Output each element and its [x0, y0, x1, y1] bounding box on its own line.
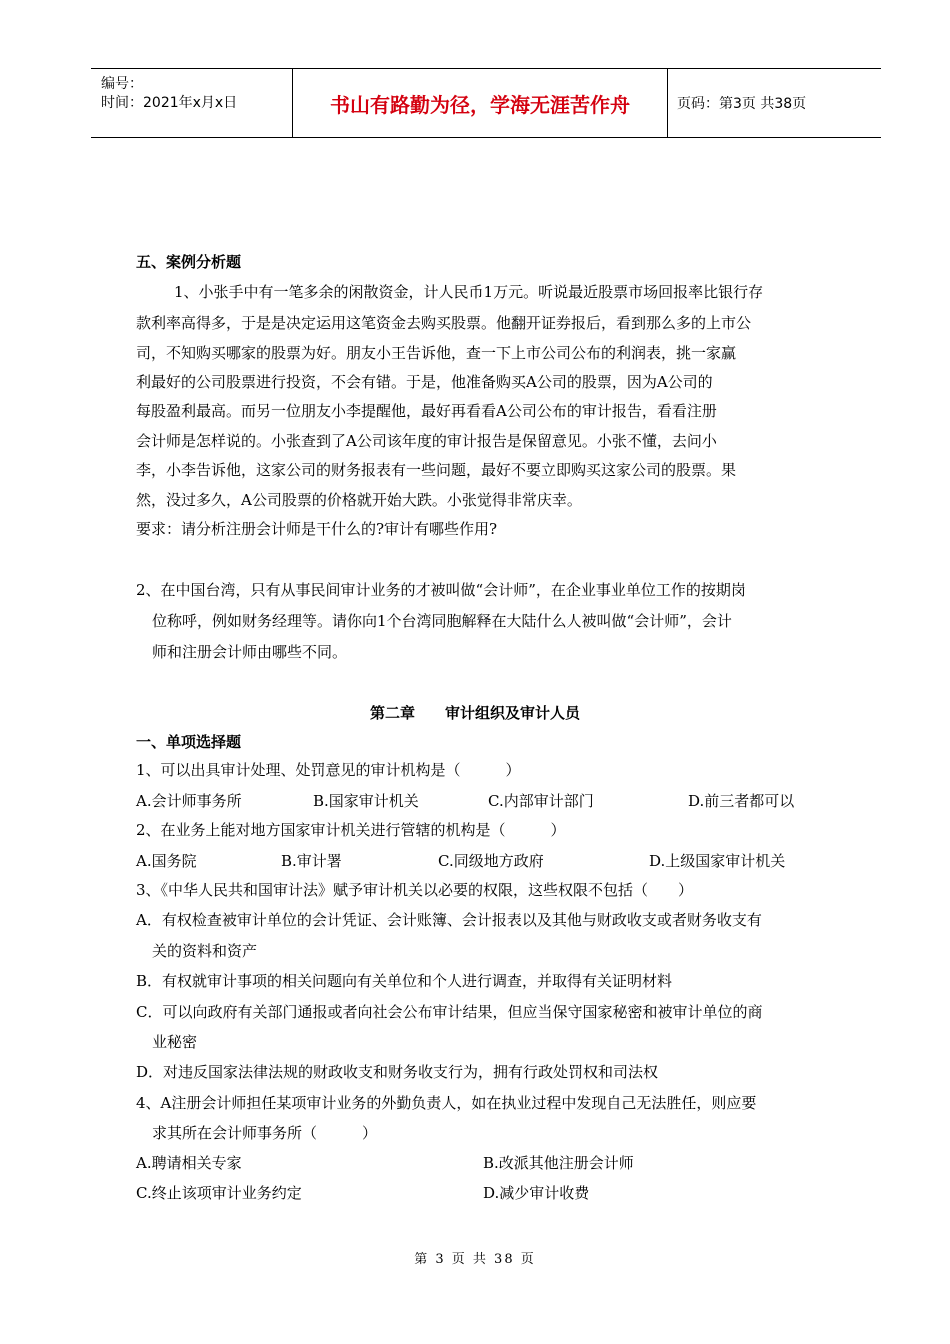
q4-option-b: B.改派其他注册会计师: [483, 1154, 634, 1172]
q1-option-d: D.前三者都可以: [688, 792, 795, 810]
q4-option-d: D.减少审计收费: [483, 1184, 590, 1202]
q3-line: B．有权就审计事项的相关问题向有关单位和个人进行调查，并取得有关证明材料: [136, 972, 673, 990]
q2-option-d: D.上级国家审计机关: [649, 852, 786, 870]
header-time-label: 时间：2021年x月x日: [101, 95, 238, 111]
q4-option-a: A.聘请相关专家: [136, 1154, 242, 1172]
header-motto: 书山有路勤为径，学海无涯苦作舟: [330, 92, 630, 117]
q2-option-c: C.同级地方政府: [438, 852, 544, 870]
case2-line: 2、在中国台湾，只有从事民间审计业务的才被叫做“会计师”，在企业事业单位工作的按期岗: [136, 581, 746, 599]
q2-option-a: A.国务院: [136, 852, 197, 870]
case1-line: 1、小张手中有一笔多余的闲散资金，计人民币1万元。听说最近股票市场回报率比银行存: [174, 283, 764, 301]
q3-line: 关的资料和资产: [152, 942, 258, 960]
case2-line: 位称呼，例如财务经理等。请你向1个台湾同胞解释在大陆什么人被叫做“会计师”，会计: [152, 612, 732, 630]
page-header: [91, 68, 881, 138]
page-footer: 第 3 页 共 38 页: [414, 1252, 536, 1267]
section5-title: 五、案例分析题: [136, 253, 242, 271]
q3-line: C．可以向政府有关部门通报或者向社会公布审计结果，但应当保守国家秘密和被审计单位的商: [136, 1003, 763, 1021]
q2-stem: 2、在业务上能对地方国家审计机关进行管辖的机构是（ ）: [136, 821, 566, 839]
section1-title: 一、单项选择题: [136, 733, 242, 751]
case1-line: 然，没过多久，A公司股票的价格就开始大跌。小张觉得非常庆幸。: [136, 491, 582, 509]
q1-option-a: A.会计师事务所: [136, 792, 242, 810]
q4-option-c: C.终止该项审计业务约定: [136, 1184, 302, 1202]
q3-stem: 3、《中华人民共和国审计法》赋予审计机关以必要的权限，这些权限不包括（ ）: [136, 881, 694, 899]
chapter2-title: 第二章 审计组织及审计人员: [370, 704, 581, 722]
header-page-cell: [667, 69, 881, 137]
case1-line: 司，不知购买哪家的股票为好。朋友小王告诉他，查一下上市公司公布的利润表，挑一家赢: [136, 344, 737, 362]
case2-line: 师和注册会计师由哪些不同。: [152, 643, 348, 661]
q3-line: D．对违反国家法律法规的财政收支和财务收支行为，拥有行政处罚权和司法权: [136, 1063, 659, 1081]
header-motto-cell: [292, 69, 668, 137]
case1-line: 利最好的公司股票进行投资，不会有错。于是，他准备购买A公司的股票，因为A公司的: [136, 373, 713, 391]
case1-line: 会计师是怎样说的。小张查到了A公司该年度的审计报告是保留意见。小张不懂，去问小: [136, 432, 717, 450]
case1-line: 款利率高得多，于是是决定运用这笔资金去购买股票。他翻开证券报后，看到那么多的上市公: [136, 314, 752, 332]
header-info: [91, 69, 292, 137]
q1-option-c: C.内部审计部门: [488, 792, 594, 810]
q1-stem: 1、可以出具审计处理、处罚意见的审计机构是（ ）: [136, 761, 521, 779]
q3-line: 业秘密: [152, 1033, 198, 1051]
q2-option-b: B.审计署: [281, 852, 342, 870]
q4-stem: 求其所在会计师事务所（ ）: [152, 1124, 378, 1142]
header-page-label: 页码：第3页 共38页: [677, 96, 807, 112]
case1-line: 李，小李告诉他，这家公司的财务报表有一些问题，最好不要立即购买这家公司的股票。果: [136, 461, 737, 479]
case1-line: 每股盈利最高。而另一位朋友小李提醒他，最好再看看A公司公布的审计报告，看看注册: [136, 402, 717, 420]
q4-stem: 4、A注册会计师担任某项审计业务的外勤负责人，如在执业过程中发现自己无法胜任，则应要: [136, 1094, 757, 1112]
case1-requirement: 要求：请分析注册会计师是干什么的?审计有哪些作用?: [136, 520, 498, 538]
header-number-label: 编号：: [101, 76, 143, 92]
q3-line: A．有权检查被审计单位的会计凭证、会计账簿、会计报表以及其他与财政收支或者财务收支有: [136, 911, 762, 929]
q1-option-b: B.国家审计机关: [313, 792, 419, 810]
